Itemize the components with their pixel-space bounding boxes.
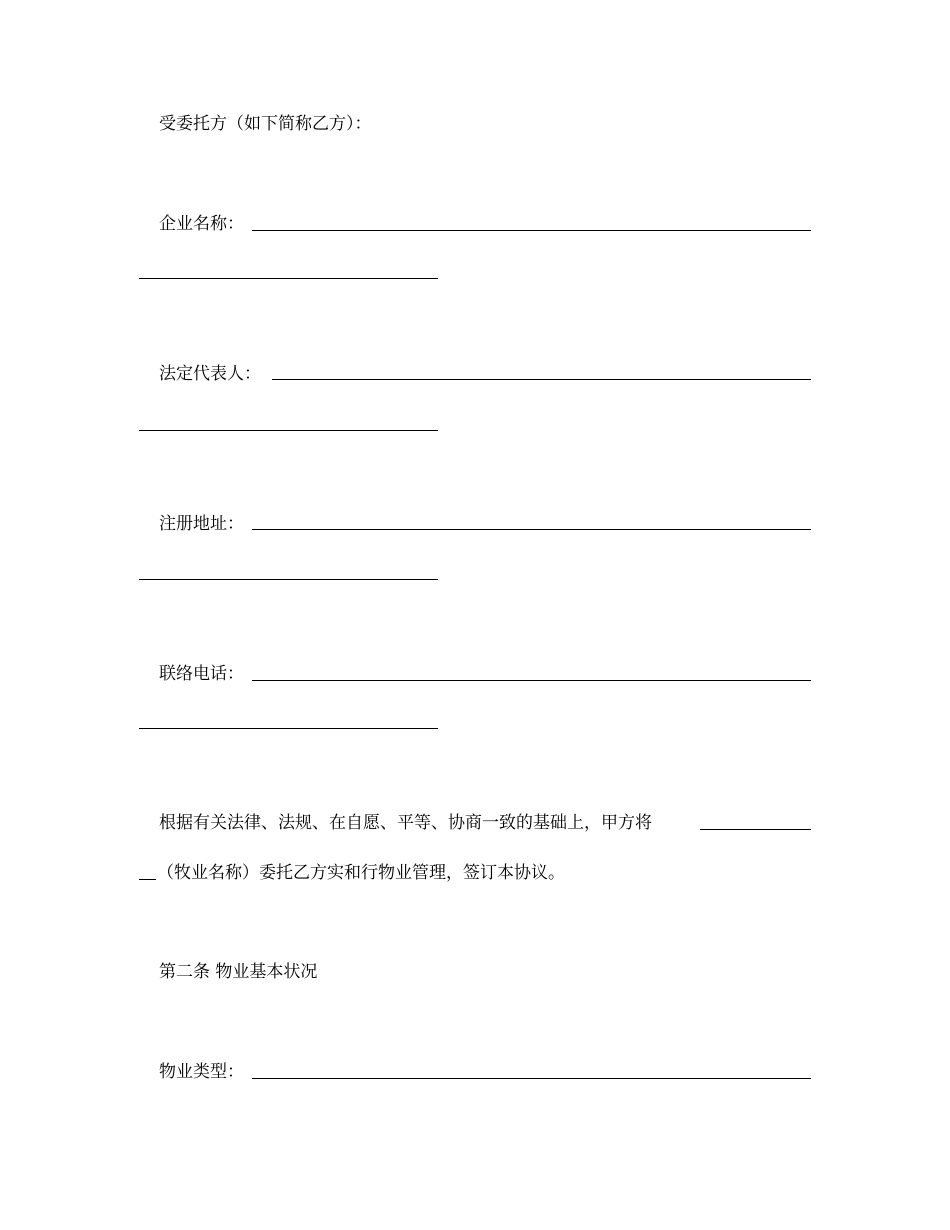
legal-representative-label: 法定代表人： — [159, 364, 261, 384]
property-name-blank-line-continued — [139, 879, 156, 880]
property-type-blank-line — [252, 1078, 811, 1079]
contact-phone-blank-line-continued — [139, 728, 438, 729]
company-name-blank-line-continued — [139, 278, 438, 279]
registered-address-blank-line-continued — [139, 579, 438, 580]
contact-phone-label: 联络电话： — [159, 664, 244, 684]
legal-representative-blank-line-continued — [139, 430, 438, 431]
contact-phone-blank-line — [252, 680, 811, 681]
agreement-paragraph-line-1: 根据有关法律、法规、在自愿、平等、协商一致的基础上，甲方将 — [159, 813, 652, 833]
legal-representative-blank-line — [272, 379, 811, 380]
registered-address-label: 注册地址： — [159, 514, 244, 534]
article-2-heading: 第二条 物业基本状况 — [159, 962, 318, 982]
property-type-label: 物业类型： — [159, 1062, 244, 1082]
company-name-label: 企业名称： — [159, 214, 244, 234]
party-b-heading: 受委托方（如下简称乙方）： — [159, 114, 372, 134]
property-name-blank-line — [700, 829, 811, 830]
company-name-blank-line — [252, 230, 811, 231]
agreement-paragraph-line-2: （牧业名称）委托乙方实和行物业管理，签订本协议。 — [157, 863, 565, 883]
registered-address-blank-line — [252, 529, 811, 530]
